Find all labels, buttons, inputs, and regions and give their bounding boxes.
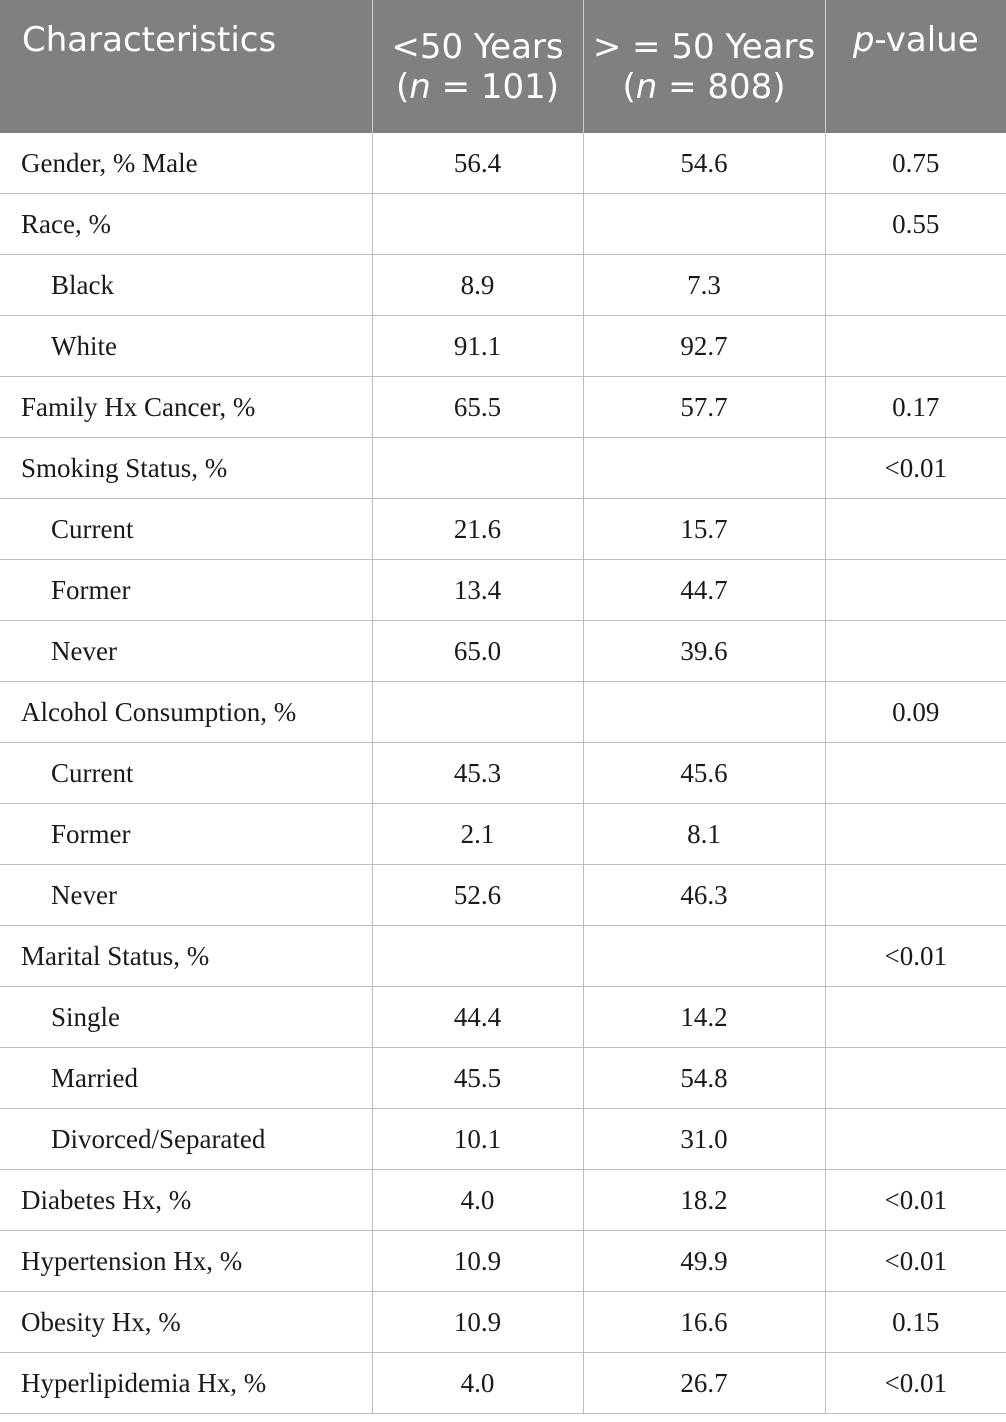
row-label: Family Hx Cancer, % [0, 377, 372, 438]
value-under-50: 45.5 [372, 1048, 583, 1109]
p-value [825, 499, 1006, 560]
value-under-50: 10.9 [372, 1292, 583, 1353]
row-label: White [0, 316, 372, 377]
table-row [0, 926, 1006, 987]
p-value: 0.09 [825, 682, 1006, 743]
p-value: <0.01 [825, 926, 1006, 987]
row-label: Married [0, 1048, 372, 1109]
value-under-50: 65.0 [372, 621, 583, 682]
value-under-50: 44.4 [372, 987, 583, 1048]
header-characteristics: Characteristics [0, 0, 372, 133]
p-value [825, 621, 1006, 682]
value-50-plus: 31.0 [583, 1109, 825, 1170]
table-row [0, 1170, 1006, 1231]
row-label: Never [0, 621, 372, 682]
row-label: Current [0, 743, 372, 804]
row-label: Marital Status, % [0, 926, 372, 987]
value-under-50: 2.1 [372, 804, 583, 865]
table-row [0, 1292, 1006, 1353]
count-value: = 101) [430, 66, 560, 107]
header-50-plus [583, 0, 825, 133]
value-under-50 [372, 438, 583, 499]
value-under-50: 10.9 [372, 1231, 583, 1292]
table-row [0, 194, 1006, 255]
table-row [0, 316, 1006, 377]
value-50-plus: 16.6 [583, 1292, 825, 1353]
row-label: Former [0, 560, 372, 621]
value-50-plus [583, 926, 825, 987]
table-row [0, 1353, 1006, 1414]
p-value [825, 560, 1006, 621]
value-50-plus: 18.2 [583, 1170, 825, 1231]
count-value: = 808) [657, 66, 786, 107]
table-row [0, 133, 1006, 194]
row-label: Former [0, 804, 372, 865]
table-row [0, 1048, 1006, 1109]
table-row [0, 743, 1006, 804]
p-value: 0.17 [825, 377, 1006, 438]
p-value: <0.01 [825, 1231, 1006, 1292]
value-under-50: 4.0 [372, 1170, 583, 1231]
value-50-plus: 44.7 [583, 560, 825, 621]
p-value [825, 255, 1006, 316]
row-label: Hyperlipidemia Hx, % [0, 1353, 372, 1414]
n-symbol: n [409, 66, 431, 107]
value-under-50: 45.3 [372, 743, 583, 804]
p-value: 0.75 [825, 133, 1006, 194]
row-label: Diabetes Hx, % [0, 1170, 372, 1231]
row-label: Smoking Status, % [0, 438, 372, 499]
header-p-value [825, 0, 1006, 133]
value-under-50: 52.6 [372, 865, 583, 926]
table-header [0, 0, 1006, 133]
p-value: <0.01 [825, 438, 1006, 499]
table-row [0, 865, 1006, 926]
value-50-plus [583, 682, 825, 743]
p-value [825, 804, 1006, 865]
value-50-plus [583, 438, 825, 499]
value-under-50: 8.9 [372, 255, 583, 316]
value-50-plus: 15.7 [583, 499, 825, 560]
header-50-plus-title: > = 50 Years [592, 26, 816, 67]
header-under-50-title: <50 Years [391, 26, 564, 67]
row-label: Current [0, 499, 372, 560]
value-under-50: 65.5 [372, 377, 583, 438]
value-under-50: 4.0 [372, 1353, 583, 1414]
value-under-50: 21.6 [372, 499, 583, 560]
value-50-plus: 54.6 [583, 133, 825, 194]
row-label: Hypertension Hx, % [0, 1231, 372, 1292]
p-value [825, 987, 1006, 1048]
row-label: Single [0, 987, 372, 1048]
value-under-50: 10.1 [372, 1109, 583, 1170]
row-label: Gender, % Male [0, 133, 372, 194]
row-label: Obesity Hx, % [0, 1292, 372, 1353]
row-label: Never [0, 865, 372, 926]
value-under-50 [372, 682, 583, 743]
p-value-suffix: -value [874, 20, 979, 60]
value-50-plus: 7.3 [583, 255, 825, 316]
table-row [0, 621, 1006, 682]
table-row [0, 560, 1006, 621]
table-body [0, 133, 1006, 1414]
p-value [825, 1048, 1006, 1109]
p-value [825, 1109, 1006, 1170]
value-50-plus: 8.1 [583, 804, 825, 865]
row-label: Black [0, 255, 372, 316]
header-50-plus-count [584, 67, 825, 107]
p-value: 0.15 [825, 1292, 1006, 1353]
value-under-50 [372, 926, 583, 987]
table-row [0, 987, 1006, 1048]
value-50-plus: 49.9 [583, 1231, 825, 1292]
table-row [0, 377, 1006, 438]
table-row [0, 682, 1006, 743]
value-under-50: 91.1 [372, 316, 583, 377]
value-50-plus: 57.7 [583, 377, 825, 438]
p-symbol: p [852, 20, 875, 60]
row-label: Race, % [0, 194, 372, 255]
paren-open: ( [395, 66, 410, 107]
table-row [0, 438, 1006, 499]
p-value: <0.01 [825, 1170, 1006, 1231]
p-value [825, 865, 1006, 926]
value-50-plus: 92.7 [583, 316, 825, 377]
table-row [0, 804, 1006, 865]
paren-open: ( [622, 66, 636, 107]
row-label: Alcohol Consumption, % [0, 682, 372, 743]
value-50-plus: 14.2 [583, 987, 825, 1048]
value-50-plus: 26.7 [583, 1353, 825, 1414]
p-value [825, 743, 1006, 804]
header-row [0, 0, 1006, 133]
p-value [825, 316, 1006, 377]
value-50-plus: 39.6 [583, 621, 825, 682]
value-50-plus: 54.8 [583, 1048, 825, 1109]
value-50-plus: 46.3 [583, 865, 825, 926]
table-row [0, 1231, 1006, 1292]
header-under-50 [372, 0, 583, 133]
row-label: Divorced/Separated [0, 1109, 372, 1170]
table-row [0, 1109, 1006, 1170]
value-under-50 [372, 194, 583, 255]
table-row [0, 255, 1006, 316]
value-50-plus [583, 194, 825, 255]
value-under-50: 13.4 [372, 560, 583, 621]
p-value: 0.55 [825, 194, 1006, 255]
table-row [0, 499, 1006, 560]
value-under-50: 56.4 [372, 133, 583, 194]
header-under-50-count [373, 67, 583, 107]
value-50-plus: 45.6 [583, 743, 825, 804]
p-value: <0.01 [825, 1353, 1006, 1414]
n-symbol: n [635, 66, 658, 107]
